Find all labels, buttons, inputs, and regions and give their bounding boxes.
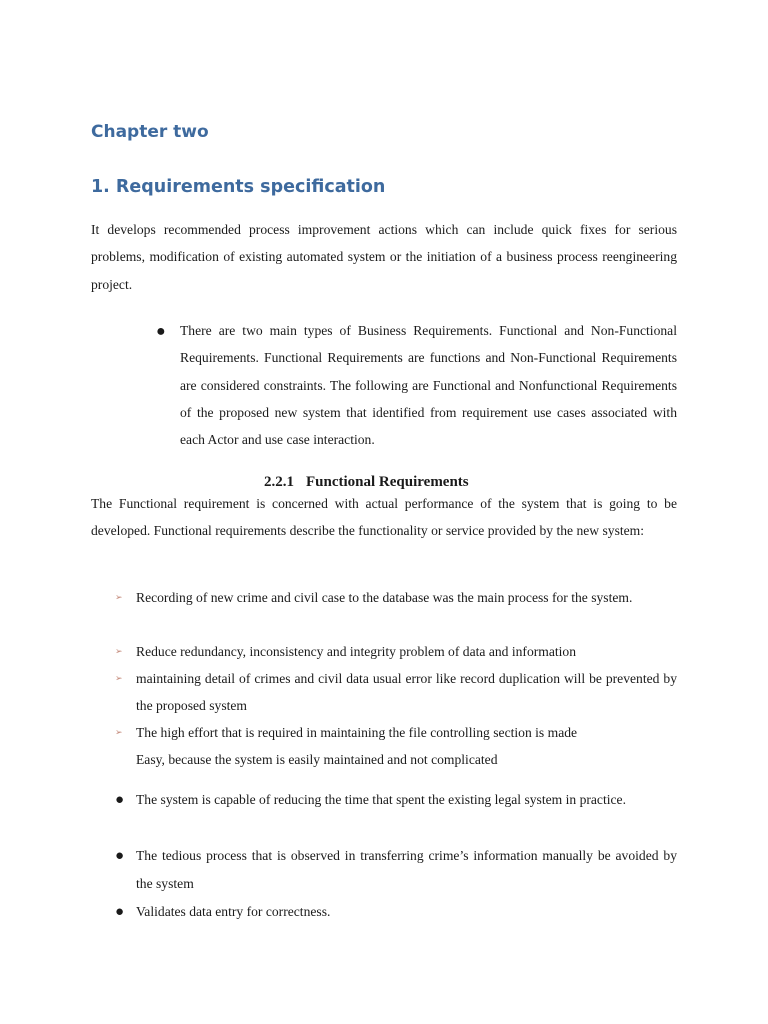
- subsection-heading: [264, 474, 469, 491]
- functional-paragraph: The Functional requirement is concerned with actual performance of the system that is going to be developed. Functional requirements describe the functionality or service provided by the new system:: [91, 496, 677, 539]
- list-item-text: The tedious process that is observed in transferring crime’s information manually be avoided by the system: [136, 848, 677, 891]
- list-item-text: maintaining detail of crimes and civil data usual error like record duplication will be prevented by the proposed system: [136, 671, 677, 713]
- subsection-number: 2.2.1: [264, 474, 294, 490]
- list-item-text: Reduce redundancy, inconsistency and integrity problem of data and information: [136, 644, 577, 659]
- list-item: [115, 638, 677, 665]
- arrow-bullet-icon: ➢: [115, 673, 123, 683]
- section-title: 1. Requirements specification: [91, 177, 386, 197]
- list-item: [115, 584, 677, 638]
- bullet-dot-icon: ●: [115, 904, 125, 920]
- list-item-text: The system is capable of reducing the time that spent the existing legal system in practice.: [136, 792, 626, 807]
- list-item: [115, 842, 677, 898]
- list-item: [115, 665, 677, 719]
- bullet-dot-icon: ●: [115, 792, 125, 808]
- arrow-bullet-icon: ➢: [115, 592, 123, 602]
- bullet-dot-icon: ●: [156, 323, 166, 340]
- intro-paragraph: It develops recommended process improvement actions which can include quick fixes for serious problems, modification of existing automated system or the initiation of a business process reengineering project.: [91, 222, 677, 292]
- list-item: [115, 898, 677, 926]
- bullet-dot-icon: ●: [115, 848, 125, 864]
- arrow-bullet-icon: ➢: [115, 646, 123, 656]
- chapter-title: Chapter two: [91, 122, 209, 142]
- dot-bullet-list: [115, 786, 677, 926]
- list-item-text: Validates data entry for correctness.: [136, 904, 331, 919]
- subsection-title: Functional Requirements: [306, 474, 469, 490]
- business-requirements-paragraph: There are two main types of Business Requirements. Functional and Non-Functional Requirements. Functional Requirements are functions and Non-Functional Requirements are considered constraints. The following are Functional and Nonfunctional Requirements of the proposed new system that identified from requirement use cases associated with each Actor and use case interaction.: [180, 323, 677, 448]
- list-item-continuation: Easy, because the system is easily maintained and not complicated: [136, 752, 498, 767]
- arrow-bullet-icon: ➢: [115, 727, 123, 737]
- list-item-text: Recording of new crime and civil case to the database was the main process for the system.: [136, 590, 633, 605]
- arrow-bullet-list: [115, 584, 677, 773]
- list-item-text: The high effort that is required in maintaining the file controlling section is made: [136, 725, 578, 740]
- list-item: [115, 786, 677, 842]
- list-item: [115, 719, 677, 773]
